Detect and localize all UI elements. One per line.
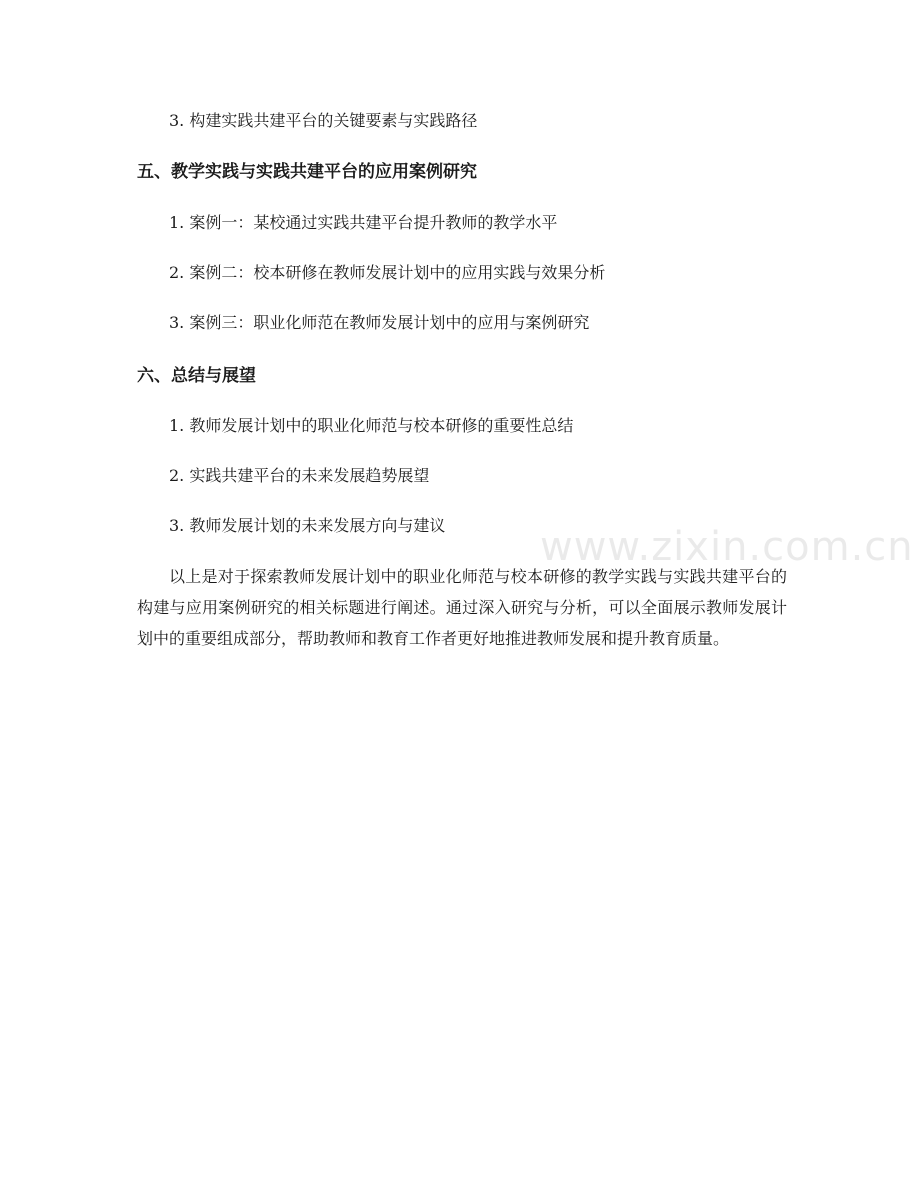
list-item: 2. 实践共建平台的未来发展趋势展望 [169,466,430,485]
watermark: www.zixin.com.cn [540,524,914,570]
list-item: 3. 教师发展计划的未来发展方向与建议 [169,516,446,535]
list-item: 1. 教师发展计划中的职业化师范与校本研修的重要性总结 [169,416,574,435]
conclusion-paragraph: 以上是对于探索教师发展计划中的职业化师范与校本研修的教学实践与实践共建平台的构建与应用案例研究的相关标题进行阐述。通过深入研究与分析，可以全面展示教师发展计划中的重要组成部分，帮助教师和教育工作者更好地推进教师发展和提升教育质量。 [137,567,787,648]
list-item: 3. 案例三：职业化师范在教师发展计划中的应用与案例研究 [169,313,590,332]
section-heading: 五、教学实践与实践共建平台的应用案例研究 [137,162,477,182]
section-heading: 六、总结与展望 [137,366,256,386]
list-item: 2. 案例二：校本研修在教师发展计划中的应用实践与效果分析 [169,263,606,282]
list-item: 1. 案例一：某校通过实践共建平台提升教师的教学水平 [169,213,558,232]
list-item: 3. 构建实践共建平台的关键要素与实践路径 [169,111,478,130]
